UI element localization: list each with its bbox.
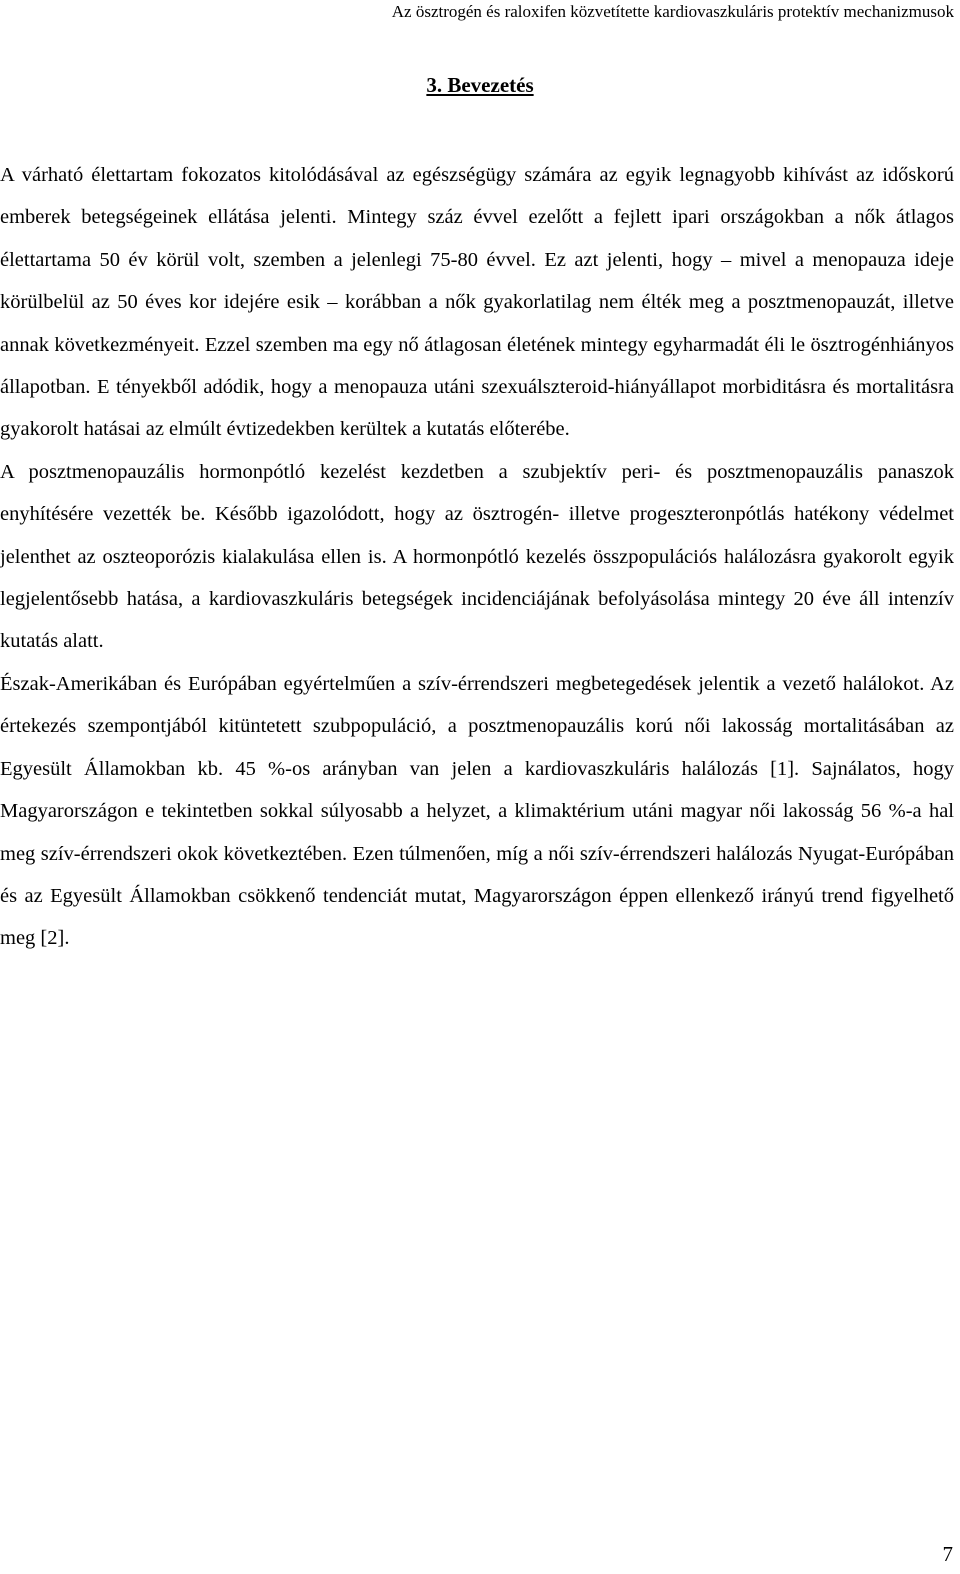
body-text [0, 154, 954, 960]
paragraph: A posztmenopauzális hormonpótló kezelést kezdetben a szubjektív peri- és posztmenopauzális panaszok enyhítésére vezették be. Később igazolódott, hogy az ösztrogén- illetve progeszteronpótlás hatékony védelmet jelenthet az oszteoporózis kialakulása ellen is. A hormonpótló kezelés összpopulációs halálozásra gyakorolt egyik legjelentősebb hatása, a kardiovaszkuláris betegségek incidenciájának befolyásolása mintegy 20 éve áll intenzív kutatás alatt. [0, 460, 954, 653]
paragraph: A várható élettartam fokozatos kitolódásával az egészségügy számára az egyik legnagyobb kihívást az időskorú emberek betegségeinek ellátása jelenti. Mintegy száz évvel ezelőtt a fejlett ipari országokban a nők átlagos élettartama 50 év körül volt, szemben a jelenlegi 75-80 évvel. Ez azt jelenti, hogy – mivel a menopauza ideje körülbelül az 50 éves kor idejére esik – korábban a nők gyakorlatilag nem élték meg a posztmenopauzát, illetve annak következményeit. Ezzel szemben ma egy nő átlagosan életének mintegy egyharmadát éli le ösztrogénhiányos állapotban. E tényekből adódik, hogy a menopauza utáni szexuálszteroid-hiányállapot morbiditásra és mortalitásra gyakorolt hatásai az elmúlt évtizedekben kerültek a kutatás előterébe. [0, 164, 954, 441]
page-number: 7 [942, 1542, 953, 1566]
running-header: Az ösztrogén és raloxifen közvetítette kardiovaszkuláris protektív mechanizmusok [391, 2, 954, 21]
paragraph: Észak-Amerikában és Európában egyértelműen a szív-érrendszeri megbetegedések jelentik a vezető halálokot. Az értekezés szempontjából kitüntetett szubpopuláció, a posztmenopauzális korú női lakosság mortalitásában az Egyesült Államokban kb. 45 %-os arányban van jelen a kardiovaszkuláris halálozás [1]. Sajnálatos, hogy Magyarországon e tekintetben sokkal súlyosabb a helyzet, a klimaktérium utáni magyar női lakosság 56 %-a hal meg szív-érrendszeri okok következtében. Ezen túlmenően, míg a női szív-érrendszeri halálozás Nyugat-Európában és az Egyesült Államokban csökkenő tendenciát mutat, Magyarországon éppen ellenkező irányú trend figyelhető meg [2]. [0, 672, 954, 950]
section-title: 3. Bevezetés [426, 73, 534, 97]
